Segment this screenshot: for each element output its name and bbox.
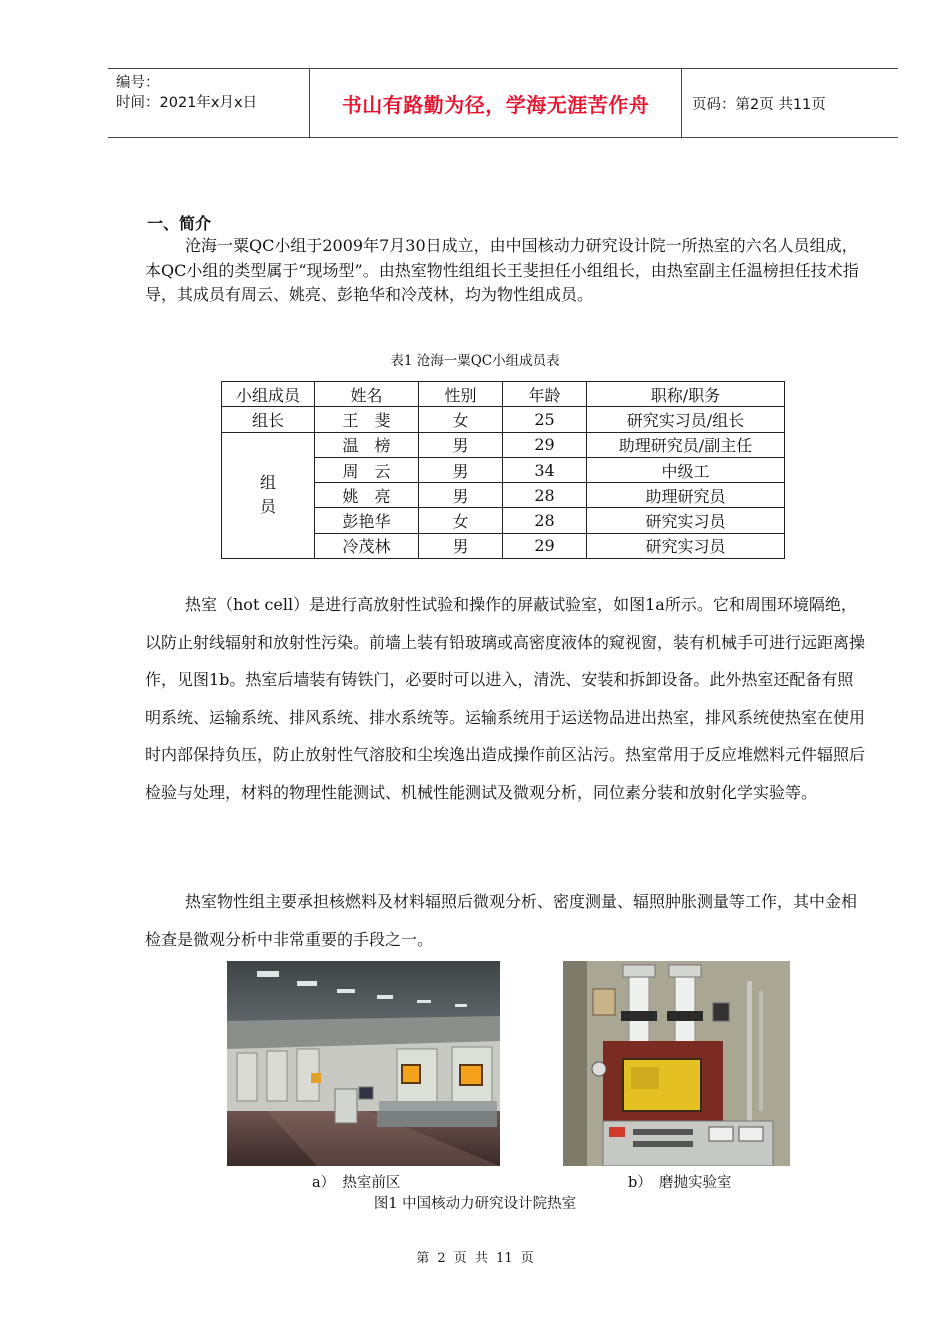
sex-cell: 男 [419, 432, 503, 457]
sex-cell: 女 [419, 407, 503, 432]
header-cell: 小组成员 [222, 382, 315, 407]
header-cell: 职称/职务 [587, 382, 785, 407]
name-cell: 姚 亮 [315, 483, 419, 508]
polishing-lab-photo [563, 961, 790, 1166]
title-cell: 助理研究员 [587, 483, 785, 508]
title-cell: 研究实习员 [587, 508, 785, 533]
sex-cell: 女 [419, 508, 503, 533]
name-cell: 周 云 [315, 457, 419, 482]
figure-caption-b: b） 磨抛实验室 [628, 1175, 732, 1191]
polishing-lab-illustration [563, 961, 790, 1166]
header-cell: 性别 [419, 382, 503, 407]
hot-cell-paragraph: 热室（hot cell）是进行高放射性试验和操作的屏蔽试验室，如图1a所示。它和周围环境隔绝，以防止射线辐射和放射性污染。前墙上装有铅玻璃或高密度液体的窥视窗，装有机械手可进行远距离操作，见图1b。热室后墙装有铸铁门，必要时可以进入，清洗、安装和拆卸设备。此外热室还配备有照明系统、运输系统、排风系统、排水系统等。运输系统用于运送物品进出热室，排风系统使热室在使用时内部保持负压，防止放射性气溶胶和尘埃逸出造成操作前区沾污。热室常用于反应堆燃料元件辐照后检验与处理，材料的物理性能测试、机械性能测试及微观分析，同位素分装和放射化学实验等。 [145, 595, 866, 802]
sex-cell: 男 [419, 483, 503, 508]
age-cell: 28 [503, 483, 587, 508]
name-cell: 冷茂林 [315, 533, 419, 558]
table-header-row [222, 382, 785, 407]
name-cell: 彭艳华 [315, 508, 419, 533]
members-table [221, 381, 785, 559]
header-cell: 年龄 [503, 382, 587, 407]
table-caption: 表1 沧海一粟QC小组成员表 [390, 353, 560, 369]
table-row [222, 407, 785, 432]
role-member-cell: 组 员 [222, 432, 315, 558]
doc-date: 时间：2021年x月x日 [116, 95, 258, 111]
title-cell: 助理研究员/副主任 [587, 432, 785, 457]
table-row [222, 432, 785, 457]
hot-cell-front-illustration [227, 961, 500, 1166]
age-cell: 29 [503, 533, 587, 558]
title-cell: 中级工 [587, 457, 785, 482]
header-meta [108, 69, 310, 137]
age-cell: 34 [503, 457, 587, 482]
sex-cell: 男 [419, 533, 503, 558]
page-header [108, 68, 898, 138]
figure-caption: 图1 中国核动力研究设计院热室 [373, 1196, 577, 1212]
age-cell: 28 [503, 508, 587, 533]
intro-paragraph: 沧海一粟QC小组于2009年7月30日成立，由中国核动力研究设计院一所热室的六名人员组成，本QC小组的类型属于“现场型”。由热室物性组组长王斐担任小组组长，由热室副主任温榜担任技术指导，其成员有周云、姚亮、彭艳华和冷茂林，均为物性组成员。 [145, 236, 859, 304]
role-leader-cell: 组长 [222, 407, 315, 432]
hot-cell-front-photo [227, 961, 500, 1166]
title-cell: 研究实习员/组长 [587, 407, 785, 432]
name-cell: 王 斐 [315, 407, 419, 432]
section-title: 一、简介 [147, 214, 212, 233]
group-work-paragraph: 热室物性组主要承担核燃料及材料辐照后微观分析、密度测量、辐照肿胀测量等工作，其中金相检查是微观分析中非常重要的手段之一。 [145, 892, 858, 949]
age-cell: 25 [503, 407, 587, 432]
figure-caption-a: a） 热室前区 [312, 1175, 401, 1191]
doc-number-label: 编号： [116, 75, 160, 91]
sex-cell: 男 [419, 457, 503, 482]
header-page-info: 页码：第2页 共11页 [692, 96, 826, 113]
age-cell: 29 [503, 432, 587, 457]
name-cell: 温 榜 [315, 432, 419, 457]
title-cell: 研究实习员 [587, 533, 785, 558]
header-motto: 书山有路勤为径，学海无涯苦作舟 [310, 69, 682, 137]
header-cell: 姓名 [315, 382, 419, 407]
page-footer: 第 2 页 共 11 页 [416, 1251, 534, 1266]
